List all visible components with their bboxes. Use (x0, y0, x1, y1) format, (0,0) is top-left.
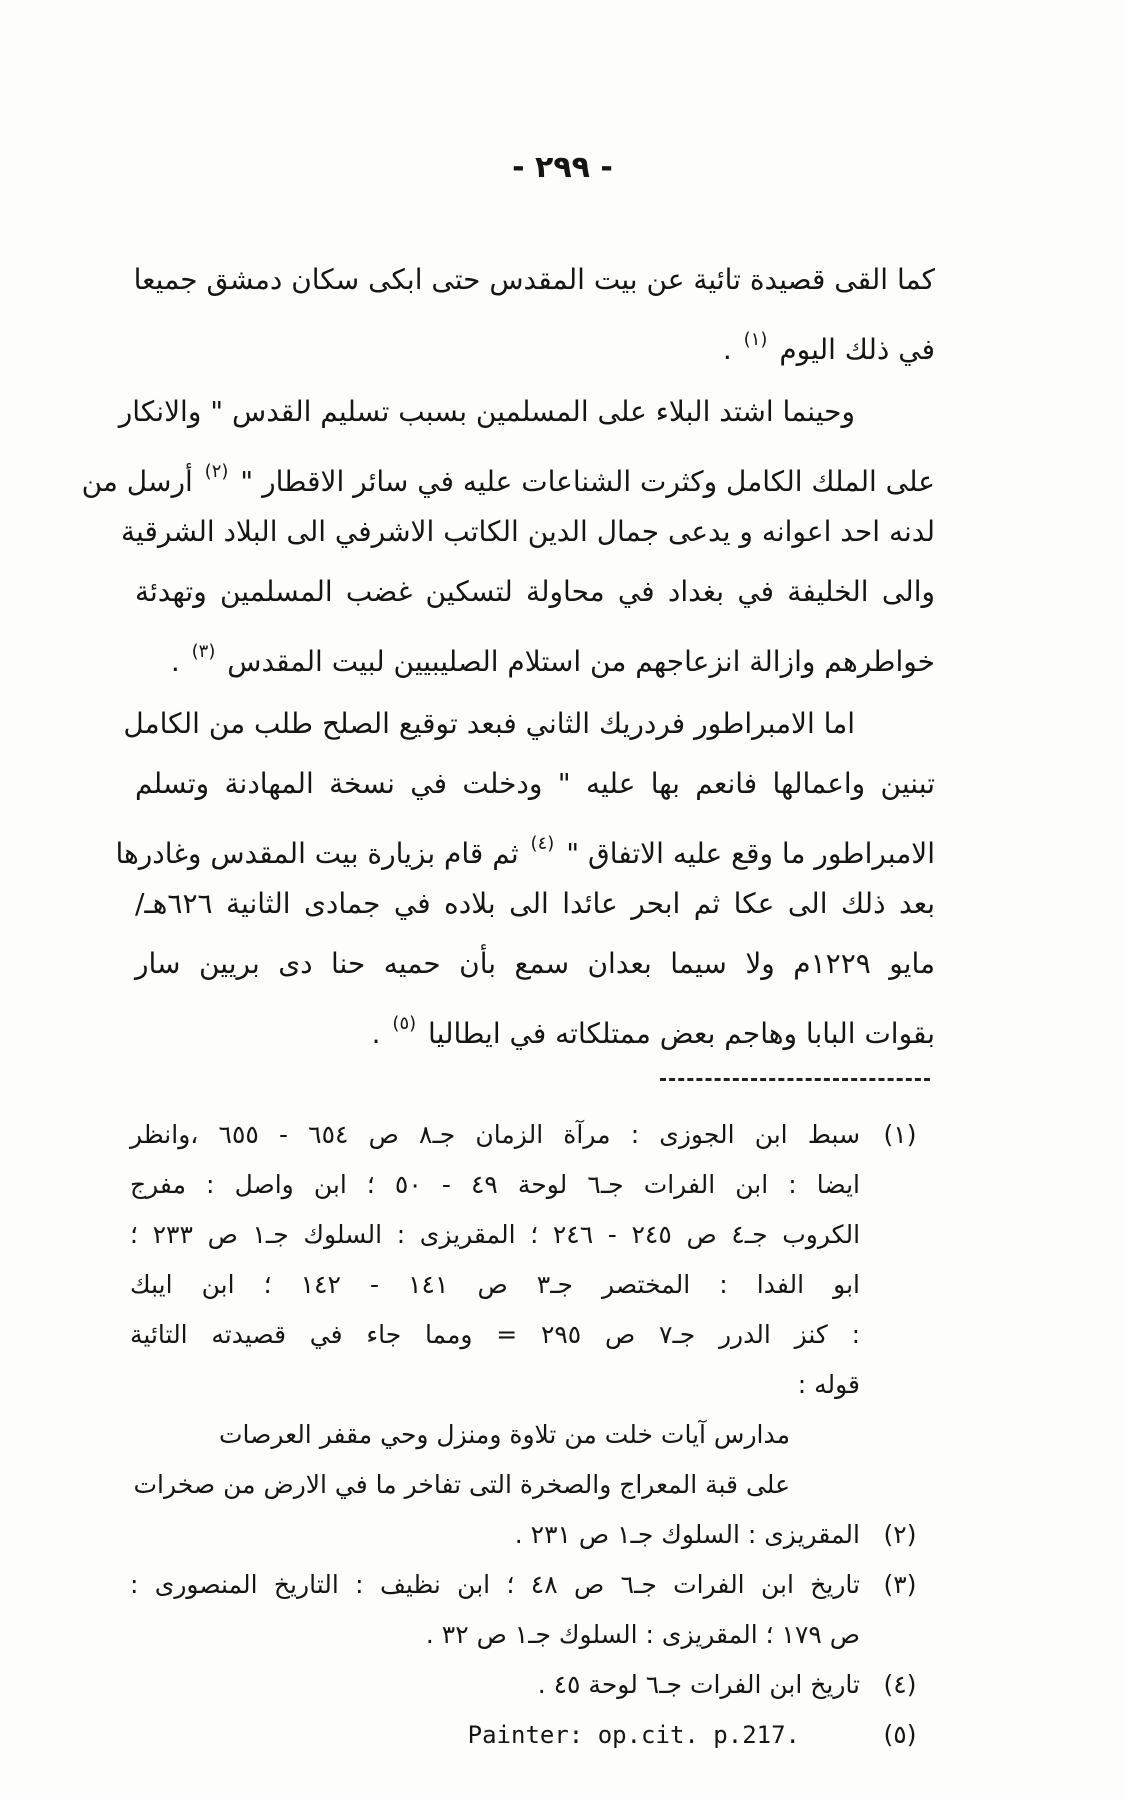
poem-verse: على قبة المعراج والصخرة التى تفاخر ما في الارض من صخرات (133, 1470, 790, 1499)
footnote-line: ايضا : ابن الفرات جـ٦ لوحة ٤٩ - ٥٠ ؛ ابن واصل : مفرج (130, 1170, 860, 1199)
body-line (135, 934, 935, 994)
body-line-text: وحينما اشتد البلاء على المسلمين بسبب تسليم القدس " والانكار (118, 395, 855, 428)
footnote-line: تاريخ ابن الفرات جـ٦ ص ٤٨ ؛ ابن نظيف : التاريخ المنصورى : (130, 1570, 861, 1599)
footnote-line: قوله : (797, 1370, 860, 1399)
period-mark: . (170, 645, 180, 678)
footnote-ref: (٣) (191, 641, 216, 662)
body-line (135, 994, 935, 1054)
footnote-number: (٥) (883, 1720, 917, 1749)
body-line-text: كما القى قصيدة تائية عن بيت المقدس حتى ابكى سكان دمشق جميعا (133, 263, 935, 296)
footnote-line: المقريزى : السلوك جـ١ ص ٢٣١ . (514, 1520, 860, 1549)
footnote-ref: (١) (743, 329, 768, 350)
page-number: - ٢٩٩ - (512, 150, 613, 185)
footnote-number: (٤) (883, 1670, 917, 1699)
footnote-divider (660, 1078, 930, 1081)
body-line-text: ثم قام بزيارة بيت المقدس وغادرها (115, 837, 519, 870)
footnote-line: سبط ابن الجوزى : مرآة الزمان جـ٨ ص ٦٥٤ - ٦٥٥ ،وانظر (130, 1120, 861, 1149)
body-line (118, 382, 935, 442)
body-line (123, 694, 935, 754)
footnote-line: تاريخ ابن الفرات جـ٦ لوحة ٤٥ . (537, 1670, 860, 1699)
body-line (135, 622, 935, 682)
footnote-1 (130, 1110, 940, 1410)
body-line-text: والى الخليفة في بغداد في محاولة لتسكين غضب المسلمين وتهدئة (135, 575, 935, 608)
body-line (135, 562, 935, 622)
footnote-body (130, 1660, 860, 1710)
body-line-text: أرسل من (81, 465, 193, 498)
footnote-number: (٢) (883, 1520, 917, 1549)
period-mark: . (371, 1017, 381, 1050)
body-line (115, 814, 935, 874)
footnote-body (130, 1710, 860, 1760)
body-line-text: بعد ذلك الى عكا ثم ابحر عائدا الى بلاده في جمادى الثانية ٦٢٦هـ/ (135, 887, 935, 920)
footnote-4 (130, 1660, 940, 1710)
body-line (135, 754, 935, 814)
footnotes (130, 1110, 940, 1760)
body-line-text: الامبراطور ما وقع عليه الاتفاق " (566, 837, 935, 870)
period-mark: . (722, 333, 732, 366)
footnote-body (130, 1560, 860, 1660)
body-line-text: مايو ١٢٢٩م ولا سيما بعدان سمع بأن حميه حنا دى بريين سار (135, 947, 935, 980)
body-line-text: لدنه احد اعوانه و يدعى جمال الدين الكاتب الاشرفي الى البلاد الشرقية (121, 515, 935, 548)
footnote-3 (130, 1560, 940, 1660)
body-line-text: تبنين واعمالها فانعم بها عليه " ودخلت في نسخة المهادنة وتسلم (135, 767, 935, 800)
footnote-5 (130, 1710, 940, 1760)
footnote-line: ص ١٧٩ ؛ المقريزى : السلوك جـ١ ص ٣٢ . (425, 1620, 860, 1649)
footnote-line: الكروب جـ٤ ص ٢٤٥ - ٢٤٦ ؛ المقريزى : السلوك جـ١ ص ٢٣٣ ؛ (130, 1220, 861, 1249)
body-text (81, 250, 935, 1054)
footnote-line: ابو الفدا : المختصر جـ٣ ص ١٤١ - ١٤٢ ؛ ابن ايبك (130, 1270, 860, 1299)
body-line (121, 502, 935, 562)
body-line (135, 250, 935, 310)
body-line-text: في ذلك اليوم (779, 333, 935, 366)
body-line-text: خواطرهم وازالة انزعاجهم من استلام الصليبيين لبيت المقدس (227, 645, 935, 678)
paragraph-gap (135, 370, 935, 382)
footnote-ref: (٢) (204, 461, 229, 482)
poem-verse: مدارس آيات خلت من تلاوة ومنزل وحي مقفر العرصات (218, 1420, 790, 1449)
body-line-text: بقوات البابا وهاجم بعض ممتلكاته في ايطاليا (428, 1017, 935, 1050)
footnote-number: (١) (883, 1120, 917, 1149)
body-line-text: على الملك الكامل وكثرت الشناعات عليه في سائر الاقطار " (240, 465, 935, 498)
body-line (135, 874, 935, 934)
paragraph-gap (135, 682, 935, 694)
footnote-line: : كنز الدرر جـ٧ ص ٢٩٥ = ومما جاء في قصيدته التائية (130, 1320, 860, 1349)
footnote-body (130, 1510, 860, 1560)
footnote-number: (٣) (883, 1570, 917, 1599)
body-line (81, 442, 935, 502)
body-line (135, 310, 935, 370)
footnote-ref: (٤) (530, 833, 555, 854)
footnote-ref: (٥) (392, 1013, 417, 1034)
footnote-line-latin: Painter: op.cit. p.217. (467, 1721, 800, 1749)
footnote-body (130, 1110, 860, 1410)
footnote-2 (130, 1510, 940, 1560)
body-line-text: اما الامبراطور فردريك الثاني فبعد توقيع الصلح طلب من الكامل (123, 707, 855, 740)
